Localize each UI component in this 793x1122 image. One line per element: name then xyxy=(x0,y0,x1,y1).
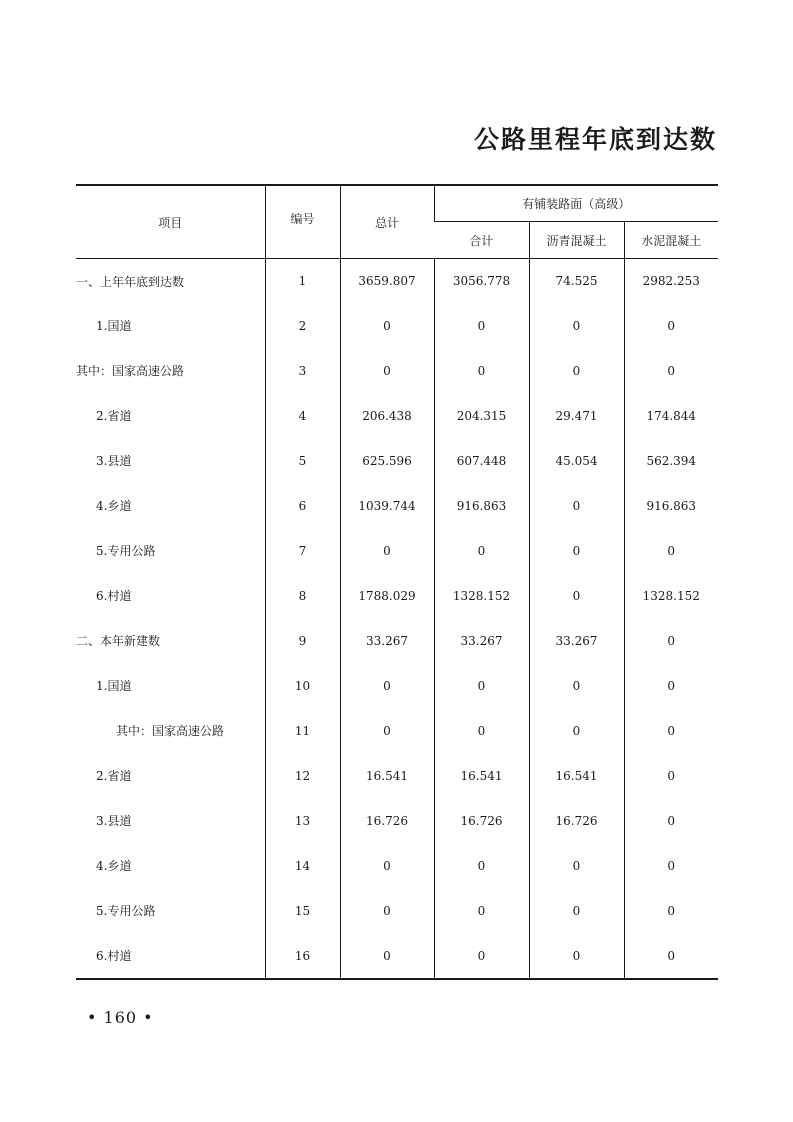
row-item: 3.县道 xyxy=(96,454,132,468)
table-row xyxy=(76,393,718,438)
row-item: 1.国道 xyxy=(96,679,132,693)
row-subtotal: 0 xyxy=(434,933,529,979)
row-item: 4.乡道 xyxy=(96,859,132,873)
row-cement: 0 xyxy=(624,528,718,573)
row-asphalt: 0 xyxy=(529,933,624,979)
row-item: 一、上年年底到达数 xyxy=(76,259,265,304)
row-subtotal: 204.315 xyxy=(434,393,529,438)
table-row xyxy=(76,753,718,798)
table-row xyxy=(76,663,718,708)
table-row xyxy=(76,348,718,393)
table-row xyxy=(76,483,718,528)
table-row xyxy=(76,618,718,663)
row-total: 0 xyxy=(340,663,434,708)
table-row xyxy=(76,528,718,573)
row-code: 12 xyxy=(265,753,340,798)
table-row xyxy=(76,888,718,933)
row-cement: 0 xyxy=(624,708,718,753)
row-cement: 0 xyxy=(624,753,718,798)
table-row xyxy=(76,798,718,843)
row-total: 0 xyxy=(340,888,434,933)
row-item: 6.村道 xyxy=(96,589,132,603)
row-cement: 0 xyxy=(624,933,718,979)
row-subtotal: 0 xyxy=(434,528,529,573)
row-code: 14 xyxy=(265,843,340,888)
row-item: 二、本年新建数 xyxy=(76,634,161,648)
row-total: 1788.029 xyxy=(340,573,434,618)
row-code: 7 xyxy=(265,528,340,573)
row-code: 1 xyxy=(265,259,340,304)
row-code: 4 xyxy=(265,393,340,438)
row-total: 0 xyxy=(340,843,434,888)
row-item: 1.国道 xyxy=(96,319,132,333)
row-total: 625.596 xyxy=(340,438,434,483)
row-cement: 916.863 xyxy=(624,483,718,528)
row-subtotal: 3056.778 xyxy=(434,259,529,304)
row-subtotal: 0 xyxy=(434,888,529,933)
row-item: 6.村道 xyxy=(96,949,132,963)
row-cement: 174.844 xyxy=(624,393,718,438)
row-asphalt: 16.726 xyxy=(529,798,624,843)
row-total: 0 xyxy=(340,708,434,753)
row-asphalt: 33.267 xyxy=(529,618,624,663)
row-subtotal: 607.448 xyxy=(434,438,529,483)
header-subtotal: 合计 xyxy=(434,222,529,259)
table-row xyxy=(76,933,718,979)
row-code: 11 xyxy=(265,708,340,753)
row-asphalt: 0 xyxy=(529,708,624,753)
header-paved-group: 有铺装路面（高级） xyxy=(434,185,718,222)
row-cement: 562.394 xyxy=(624,438,718,483)
row-subtotal: 0 xyxy=(434,348,529,393)
row-code: 8 xyxy=(265,573,340,618)
header-cement: 水泥混凝土 xyxy=(624,222,718,259)
row-asphalt: 29.471 xyxy=(529,393,624,438)
row-subtotal: 1328.152 xyxy=(434,573,529,618)
row-total: 0 xyxy=(340,933,434,979)
row-cement: 0 xyxy=(624,888,718,933)
header-item: 项目 xyxy=(158,215,183,230)
row-item: 其中：国家高速公路 xyxy=(76,364,185,378)
page-number: • 160 • xyxy=(87,1008,154,1027)
row-asphalt: 0 xyxy=(529,663,624,708)
header-asphalt: 沥青混凝土 xyxy=(529,222,624,259)
row-item: 5.专用公路 xyxy=(96,904,156,918)
row-subtotal: 0 xyxy=(434,663,529,708)
row-total: 0 xyxy=(340,528,434,573)
row-item: 3.县道 xyxy=(96,814,132,828)
row-cement: 2982.253 xyxy=(624,259,718,304)
row-code: 13 xyxy=(265,798,340,843)
row-asphalt: 0 xyxy=(529,888,624,933)
header-code: 编号 xyxy=(265,185,340,259)
row-code: 10 xyxy=(265,663,340,708)
row-cement: 0 xyxy=(624,303,718,348)
row-code: 6 xyxy=(265,483,340,528)
row-cement: 0 xyxy=(624,843,718,888)
row-asphalt: 45.054 xyxy=(529,438,624,483)
road-mileage-table xyxy=(76,184,718,980)
row-cement: 0 xyxy=(624,618,718,663)
table-row xyxy=(76,259,718,304)
table-row xyxy=(76,708,718,753)
row-item: 其中：国家高速公路 xyxy=(116,724,225,738)
row-asphalt: 0 xyxy=(529,303,624,348)
row-subtotal: 16.726 xyxy=(434,798,529,843)
row-code: 15 xyxy=(265,888,340,933)
row-total: 0 xyxy=(340,303,434,348)
row-total: 16.726 xyxy=(340,798,434,843)
row-asphalt: 74.525 xyxy=(529,259,624,304)
row-subtotal: 16.541 xyxy=(434,753,529,798)
row-asphalt: 0 xyxy=(529,528,624,573)
row-item: 4.乡道 xyxy=(96,499,132,513)
row-item: 2.省道 xyxy=(96,409,132,423)
table-row xyxy=(76,573,718,618)
row-total: 33.267 xyxy=(340,618,434,663)
row-cement: 0 xyxy=(624,798,718,843)
row-total: 206.438 xyxy=(340,393,434,438)
row-cement: 1328.152 xyxy=(624,573,718,618)
row-total: 3659.807 xyxy=(340,259,434,304)
row-code: 2 xyxy=(265,303,340,348)
row-code: 5 xyxy=(265,438,340,483)
row-asphalt: 0 xyxy=(529,573,624,618)
page-title: 公路里程年底到达数 xyxy=(473,125,717,154)
table-row xyxy=(76,438,718,483)
row-asphalt: 0 xyxy=(529,843,624,888)
row-asphalt: 16.541 xyxy=(529,753,624,798)
row-code: 3 xyxy=(265,348,340,393)
row-subtotal: 0 xyxy=(434,708,529,753)
row-subtotal: 0 xyxy=(434,843,529,888)
row-asphalt: 0 xyxy=(529,348,624,393)
row-total: 16.541 xyxy=(340,753,434,798)
header-total: 总计 xyxy=(340,185,434,259)
table-row xyxy=(76,843,718,888)
row-code: 16 xyxy=(265,933,340,979)
row-cement: 0 xyxy=(624,348,718,393)
row-subtotal: 916.863 xyxy=(434,483,529,528)
row-cement: 0 xyxy=(624,663,718,708)
row-subtotal: 33.267 xyxy=(434,618,529,663)
row-item: 2.省道 xyxy=(96,769,132,783)
row-subtotal: 0 xyxy=(434,303,529,348)
row-asphalt: 0 xyxy=(529,483,624,528)
row-total: 1039.744 xyxy=(340,483,434,528)
table-row xyxy=(76,303,718,348)
row-item: 5.专用公路 xyxy=(96,544,156,558)
row-total: 0 xyxy=(340,348,434,393)
row-code: 9 xyxy=(265,618,340,663)
table-header xyxy=(76,185,718,259)
